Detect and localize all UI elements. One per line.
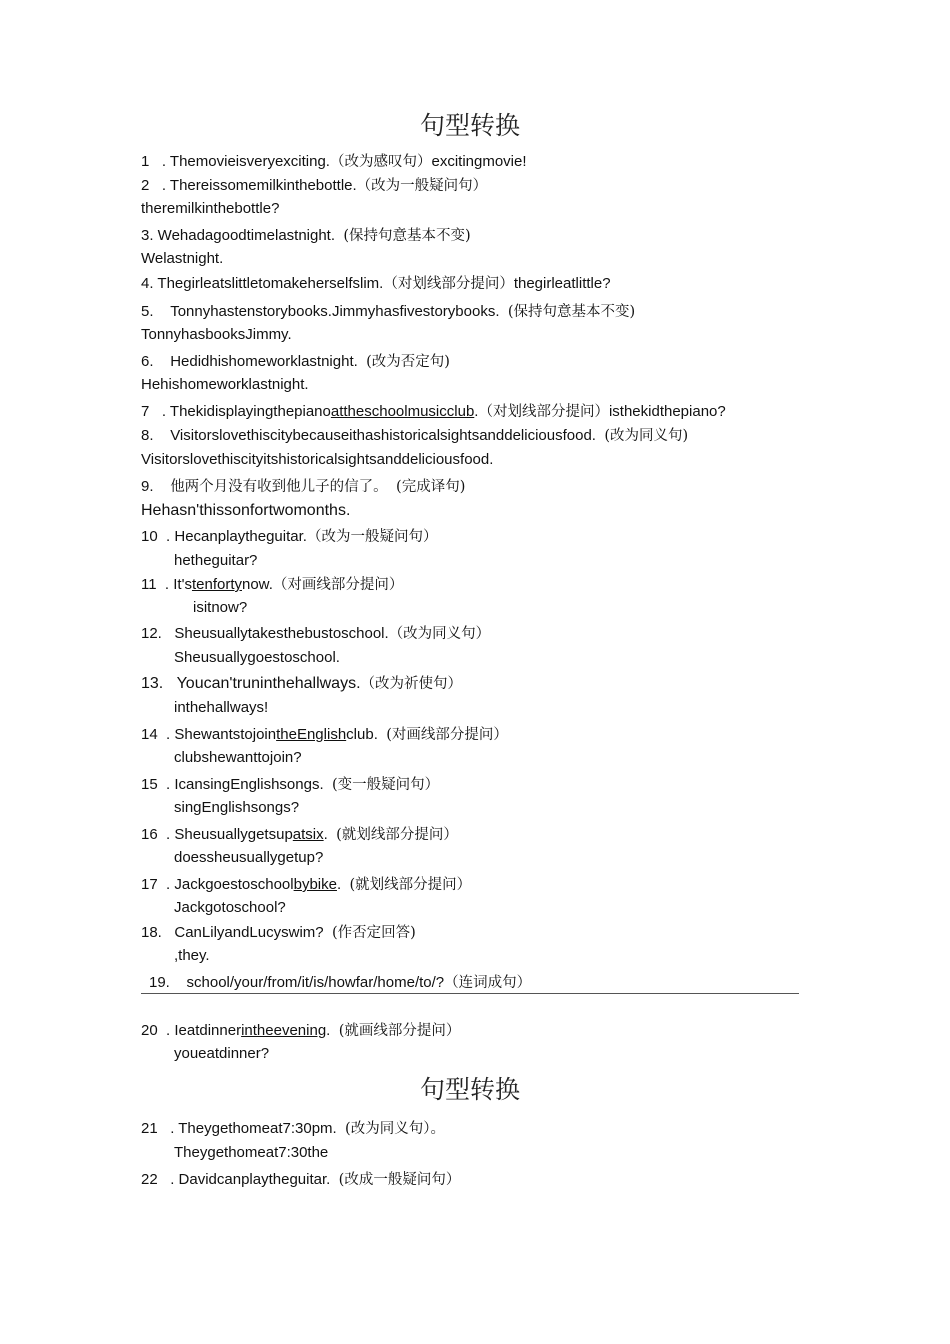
question-12	[141, 624, 490, 644]
question-10	[141, 527, 437, 547]
answer-10: hetheguitar?	[174, 552, 258, 569]
question-text: CanLilyandLucyswim?	[174, 924, 324, 941]
question-number: 2	[141, 177, 150, 194]
question-number: 12.	[141, 625, 162, 642]
answer-13: inthehallways!	[174, 699, 269, 716]
question-number: 22	[141, 1171, 158, 1188]
question-text: . Hecanplaytheguitar.	[166, 528, 307, 545]
answer-15: singEnglishsongs?	[174, 799, 300, 816]
question-answer: isthekidthepiano?	[608, 403, 726, 420]
question-13	[141, 674, 462, 694]
question-number: 20	[141, 1022, 158, 1039]
question-15	[141, 775, 439, 795]
question-3	[141, 226, 471, 246]
question-instruction: (变一般疑问句）	[331, 777, 440, 793]
question-8	[141, 426, 688, 446]
underlined-phrase: theEnglish	[276, 726, 347, 743]
answer-3: Welastnight.	[141, 250, 224, 267]
question-text-end: .	[323, 826, 328, 843]
answer-21: Theygethomeat7:30the	[174, 1144, 329, 1161]
answer-2: theremilkinthebottle?	[141, 200, 280, 217]
question-21	[141, 1119, 445, 1139]
question-instruction: (保持句意基本不变)	[507, 304, 636, 320]
question-text-end: club.	[346, 726, 378, 743]
question-text: Sheusuallytakesthebustoschool.	[174, 625, 389, 642]
answer-line-19	[141, 993, 799, 994]
question-18	[141, 923, 416, 943]
answer-14: clubshewanttojoin?	[174, 749, 302, 766]
question-instruction: (作否定回答)	[331, 925, 416, 941]
question-text: Visitorslovethiscitybecauseithashistoricalsightsanddeliciousfood.	[170, 427, 596, 444]
question-17	[141, 875, 471, 895]
question-text-end: .	[326, 1022, 331, 1039]
question-text: school/your/from/it/is/howfar/home/to/?	[186, 974, 445, 991]
question-instruction: (就划线部分提问）	[349, 877, 472, 893]
question-19	[149, 973, 531, 993]
question-text: . Davidcanplaytheguitar.	[170, 1171, 331, 1188]
worksheet-title: 句型转换	[419, 111, 520, 140]
question-text: . Thereissomemilkinthebottle.	[161, 177, 357, 194]
question-instruction: （改为感叹句）	[329, 154, 432, 170]
question-instruction: （对划线部分提问）	[383, 276, 514, 292]
question-number: 5.	[141, 303, 154, 320]
underlined-phrase: tenforty	[191, 576, 242, 593]
question-text: . Ieatdinner	[166, 1022, 242, 1039]
question-text-end: .	[336, 876, 342, 893]
question-instruction: (就画线部分提问）	[338, 1023, 461, 1039]
question-text: 3. Wehadagoodtimelastnight.	[141, 227, 336, 244]
question-number: 18.	[141, 924, 162, 941]
question-instruction: （改为一般疑问句）	[356, 178, 488, 194]
question-text-end: .	[474, 403, 479, 420]
question-text: . Theygethomeat7:30pm.	[170, 1120, 337, 1137]
question-text: 4. Thegirleatslittletomakeherselfslim.	[141, 275, 384, 292]
underlined-phrase: atsix	[292, 826, 324, 843]
question-text: . IcansingEnglishsongs.	[166, 776, 324, 793]
question-instruction: (改成一般疑问句）	[338, 1172, 461, 1188]
answer-11: isitnow?	[193, 599, 248, 616]
question-4	[141, 274, 611, 294]
question-number: 10	[141, 528, 158, 545]
underlined-phrase: attheschoolmusicclub	[330, 403, 475, 420]
question-22	[141, 1170, 460, 1190]
question-text: . Jackgoestoschool	[166, 876, 294, 893]
question-text: . Themovieisveryexciting.	[161, 153, 330, 170]
question-instruction: （对画线部分提问）	[272, 577, 404, 593]
question-instruction: (改为否定句)	[366, 354, 450, 370]
question-instruction: （连词成句）	[444, 975, 532, 991]
question-9	[141, 477, 465, 497]
question-instruction: (改为同义句）。	[345, 1121, 445, 1137]
question-answer: thegirleatlittle?	[513, 275, 611, 292]
question-11	[141, 575, 403, 595]
question-text: . Shewantstojoin	[166, 726, 277, 743]
question-number: 6.	[141, 353, 154, 370]
question-text: Youcan'truninthehallways.	[176, 675, 361, 692]
question-text: . Sheusuallygetsup	[166, 826, 293, 843]
question-number: 13.	[141, 675, 164, 692]
question-2	[141, 176, 487, 196]
question-text: Tonnyhastenstorybooks.Jimmyhasfivestorybooks.	[170, 303, 500, 320]
question-text: . Thekidisplayingthepiano	[161, 403, 331, 420]
question-number: 19.	[149, 974, 170, 991]
answer-17: Jackgotoschool?	[174, 899, 286, 916]
question-number: 14	[141, 726, 158, 743]
question-instruction: （对划线部分提问）	[478, 404, 609, 420]
question-instruction: （改为同义句）	[388, 626, 491, 642]
question-16	[141, 825, 458, 845]
section-title: 句型转换	[419, 1075, 520, 1104]
question-instruction: (就划线部分提问）	[336, 827, 458, 843]
answer-20: youeatdinner?	[174, 1045, 270, 1062]
question-number: 9.	[141, 478, 154, 495]
answer-16: doessheusuallygetup?	[174, 849, 324, 866]
question-7	[141, 402, 726, 422]
question-6	[141, 352, 450, 372]
question-text: . It's	[164, 576, 192, 593]
answer-18: ,they.	[174, 947, 210, 964]
question-number: 11	[141, 576, 157, 593]
question-text: Hedidhishomeworklastnight.	[170, 353, 358, 370]
question-number: 17	[141, 876, 158, 893]
answer-8: Visitorslovethiscityitshistoricalsightsanddeliciousfood.	[141, 451, 494, 468]
question-answer: excitingmovie!	[431, 153, 527, 170]
question-14	[141, 725, 508, 745]
question-instruction: (改为同义句)	[604, 428, 689, 444]
question-instruction: (完成译句)	[396, 479, 466, 495]
question-5	[141, 302, 635, 322]
question-20	[141, 1021, 460, 1041]
question-number: 8.	[141, 427, 154, 444]
question-1	[141, 152, 527, 172]
question-text-end: now.	[242, 576, 273, 593]
question-instruction: (保持句意基本不变)	[343, 228, 471, 244]
question-number: 15	[141, 776, 158, 793]
answer-12: Sheusuallygoestoschool.	[174, 649, 340, 666]
question-instruction: （改为一般疑问句）	[306, 529, 438, 545]
question-number: 7	[141, 403, 150, 420]
question-instruction: （改为祈使句）	[360, 676, 463, 692]
question-number: 1	[141, 153, 150, 170]
question-text: 他两个月没有收到他儿子的信了。	[170, 479, 388, 495]
underlined-phrase: bybike	[293, 876, 337, 893]
question-number: 16	[141, 826, 158, 843]
answer-5: TonnyhasbooksJimmy.	[141, 326, 292, 343]
question-number: 21	[141, 1120, 158, 1137]
answer-9: Hehasn'thissonfortwomonths.	[141, 502, 351, 519]
answer-6: Hehishomeworklastnight.	[141, 376, 309, 393]
question-instruction: (对画线部分提问）	[386, 727, 508, 743]
underlined-phrase: intheevening	[241, 1022, 327, 1039]
